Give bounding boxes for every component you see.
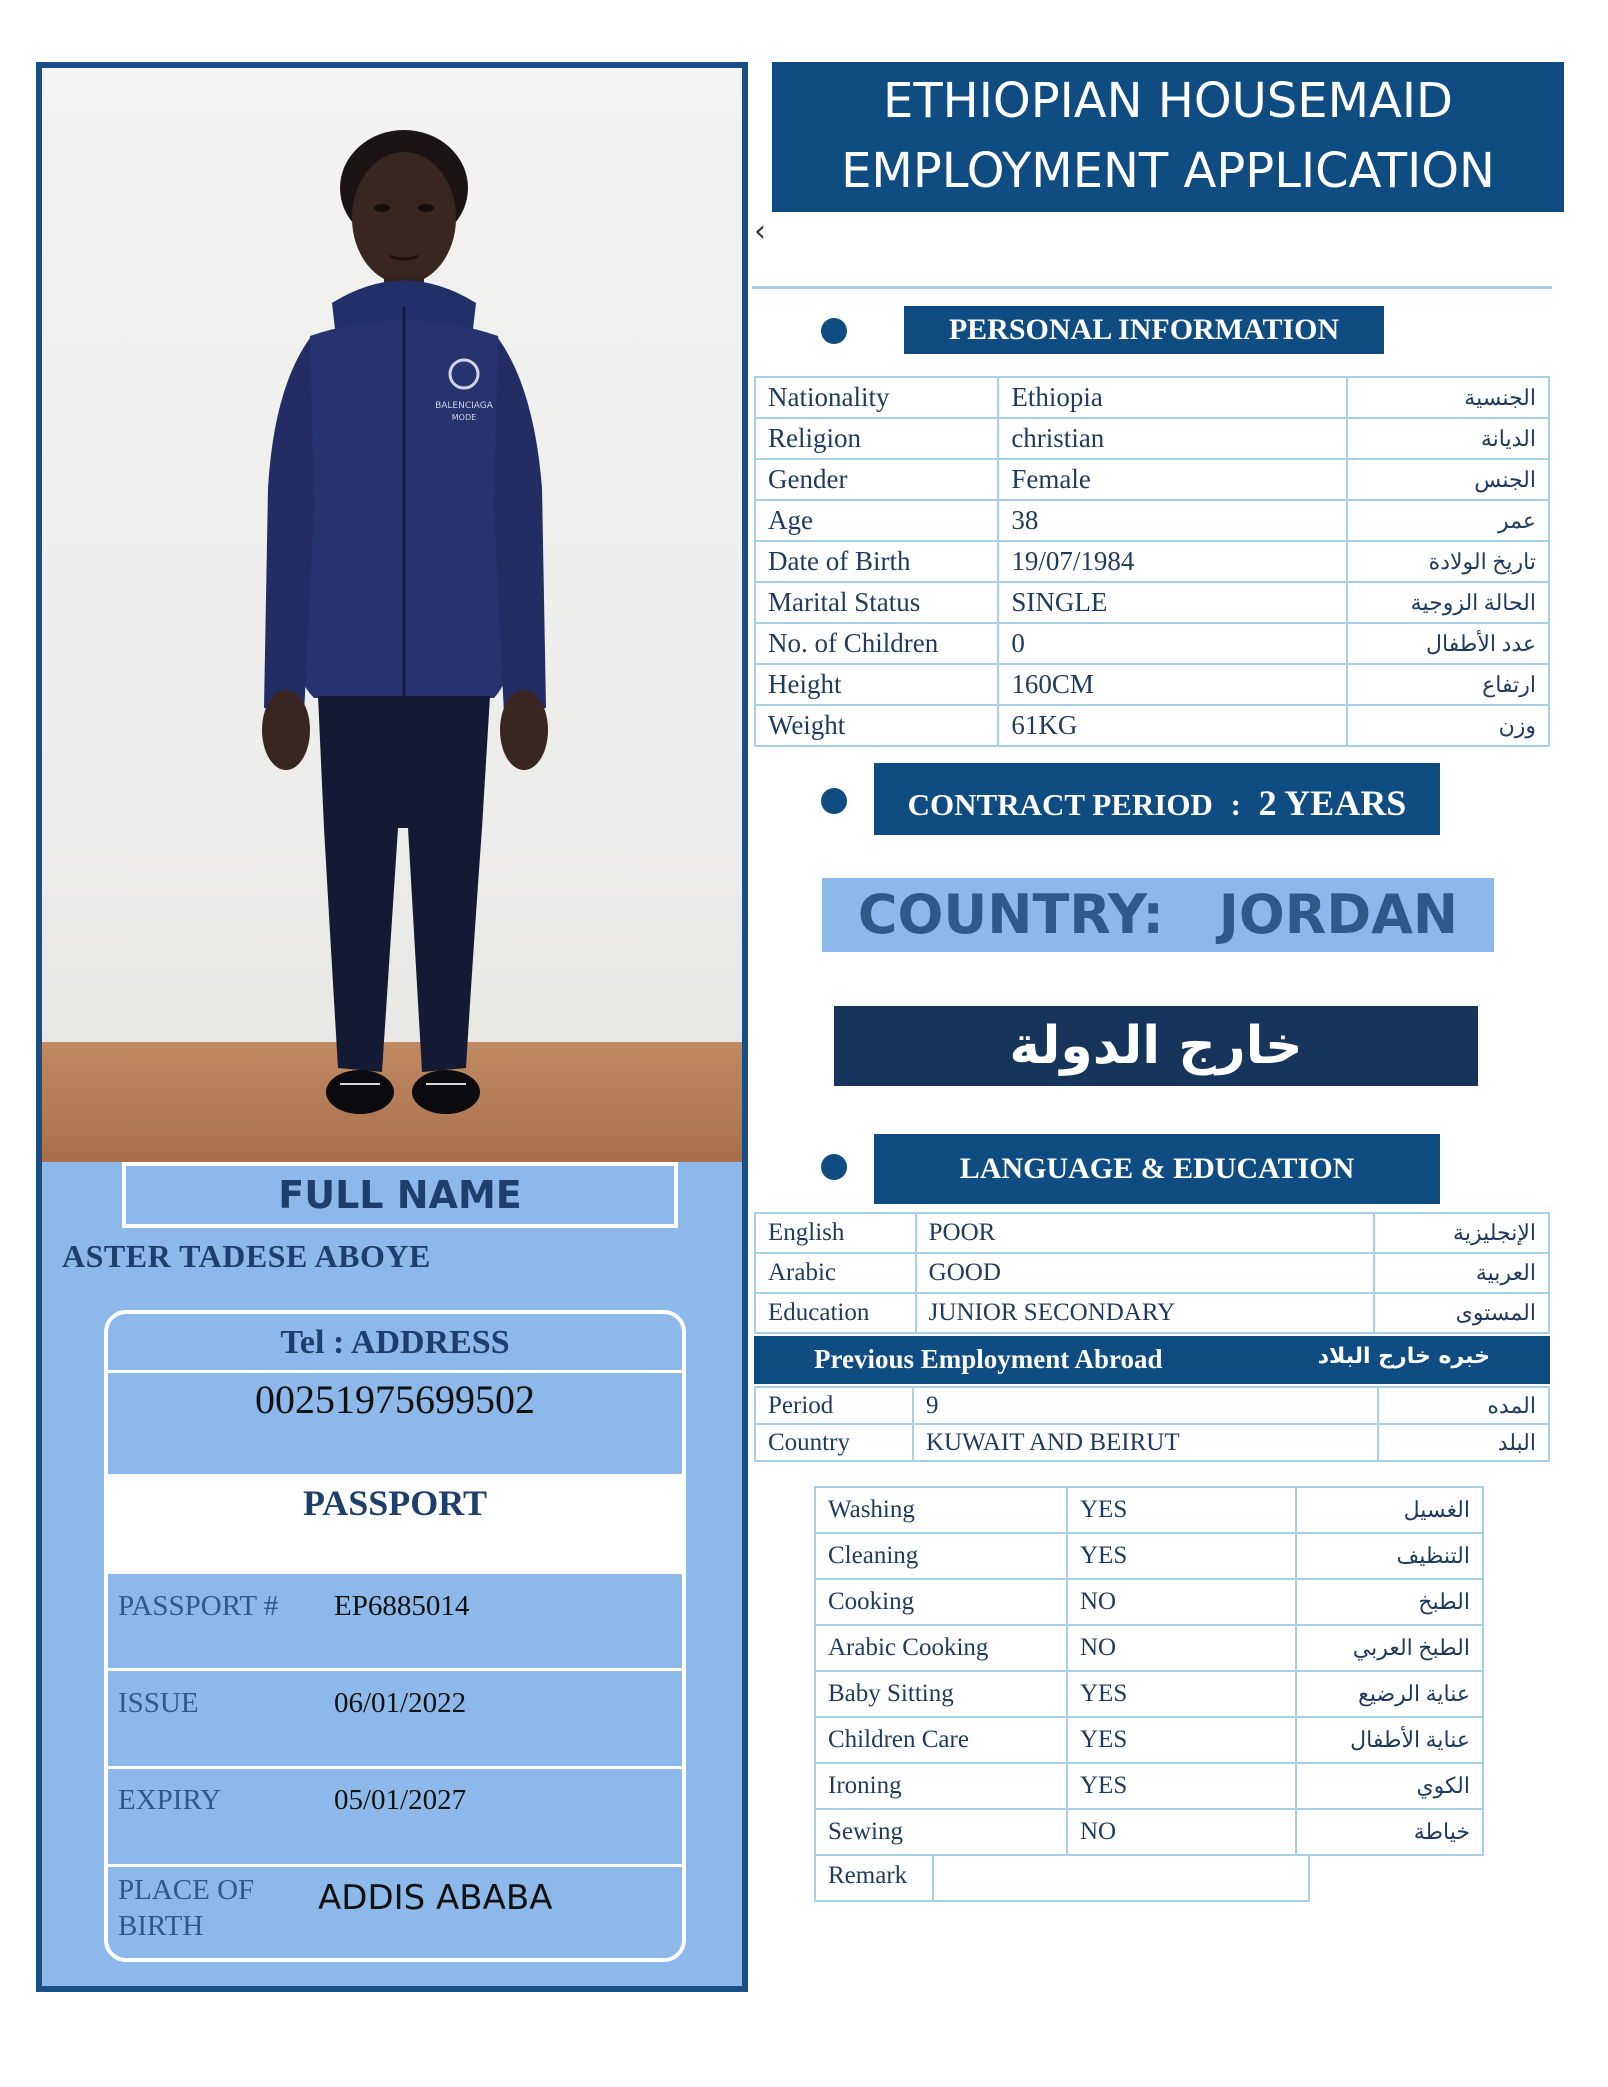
personal-info-heading: PERSONAL INFORMATION — [904, 306, 1384, 354]
tel-value: 00251975699502 — [255, 1377, 535, 1422]
skill-row-label: Children Care — [815, 1717, 1067, 1763]
personal-row-arabic: عدد الأطفال — [1347, 623, 1549, 664]
place-of-birth-row — [108, 1874, 682, 1954]
personal-row-value: Ethiopia — [998, 377, 1346, 418]
personal-row-value: SINGLE — [998, 582, 1346, 623]
previous-row-value: 9 — [913, 1387, 1378, 1424]
skill-row-value: YES — [1067, 1671, 1296, 1717]
language-row-label: Education — [755, 1293, 916, 1333]
language-row-arabic: المستوى — [1374, 1293, 1549, 1333]
passport-number-value: EP6885014 — [334, 1590, 470, 1622]
personal-row-value: 19/07/1984 — [998, 541, 1346, 582]
skill-row-label: Baby Sitting — [815, 1671, 1067, 1717]
personal-row-arabic: الحالة الزوجية — [1347, 582, 1549, 623]
card-divider — [108, 1370, 682, 1373]
previous-employment-heading-ar: خبره خارج البلاد — [1317, 1344, 1490, 1369]
language-education-heading: LANGUAGE & EDUCATION — [874, 1134, 1440, 1204]
person-figure — [42, 68, 742, 1162]
personal-row — [755, 459, 1549, 500]
personal-row-value: Female — [998, 459, 1346, 500]
document-title — [772, 62, 1564, 212]
language-row — [755, 1293, 1549, 1333]
contract-period-value: 2 YEARS — [1258, 783, 1407, 823]
skill-row-arabic: عناية الرضيع — [1296, 1671, 1483, 1717]
skill-row — [815, 1579, 1483, 1625]
skill-row-arabic: التنظيف — [1296, 1533, 1483, 1579]
personal-row-arabic: عمر — [1347, 500, 1549, 541]
personal-row-arabic: الجنس — [1347, 459, 1549, 500]
skills-table — [814, 1486, 1484, 1856]
country-value: JORDAN — [1218, 883, 1459, 946]
skill-row-value: YES — [1067, 1763, 1296, 1809]
skill-row — [815, 1487, 1483, 1533]
language-row — [755, 1253, 1549, 1293]
language-row-value: JUNIOR SECONDARY — [916, 1293, 1374, 1333]
previous-row-label: Country — [755, 1424, 913, 1461]
personal-row-label: Gender — [755, 459, 998, 500]
previous-row — [755, 1424, 1549, 1461]
skill-row-arabic: الطبخ العربي — [1296, 1625, 1483, 1671]
personal-info-table — [754, 376, 1550, 747]
personal-row — [755, 377, 1549, 418]
personal-row-arabic: الديانة — [1347, 418, 1549, 459]
previous-employment-heading: Previous Employment Abroad — [814, 1344, 1163, 1374]
remark-label: Remark — [828, 1862, 908, 1889]
skill-row-arabic: الغسيل — [1296, 1487, 1483, 1533]
contract-period-separator: : — [1230, 787, 1241, 822]
personal-row-label: Weight — [755, 705, 998, 746]
skill-row-value: YES — [1067, 1533, 1296, 1579]
place-value: ADDIS ABABA — [318, 1878, 553, 1918]
personal-row-label: Age — [755, 500, 998, 541]
skill-row-arabic: الكوي — [1296, 1763, 1483, 1809]
section-divider — [752, 286, 1552, 289]
country-label: COUNTRY: — [857, 883, 1164, 946]
personal-row — [755, 418, 1549, 459]
personal-row-label: Religion — [755, 418, 998, 459]
skill-row — [815, 1533, 1483, 1579]
expiry-row — [108, 1784, 682, 1824]
stray-glyph: ‹ — [754, 214, 766, 249]
previous-row-value: KUWAIT AND BEIRUT — [913, 1424, 1378, 1461]
arabic-country-banner: خارج الدولة — [834, 1006, 1478, 1086]
personal-row-arabic: ارتفاع — [1347, 664, 1549, 705]
personal-row-label: Marital Status — [755, 582, 998, 623]
personal-row — [755, 500, 1549, 541]
personal-row-value: christian — [998, 418, 1346, 459]
language-table — [754, 1212, 1550, 1334]
full-name-label: FULL NAME — [122, 1162, 678, 1228]
skill-row — [815, 1717, 1483, 1763]
skill-row-arabic: عناية الأطفال — [1296, 1717, 1483, 1763]
personal-row — [755, 705, 1549, 746]
previous-row — [755, 1387, 1549, 1424]
skill-row — [815, 1809, 1483, 1855]
country-banner — [822, 878, 1494, 952]
title-line-2: EMPLOYMENT APPLICATION — [841, 143, 1495, 199]
skill-row-label: Washing — [815, 1487, 1067, 1533]
previous-employment-table — [754, 1386, 1550, 1462]
personal-row — [755, 664, 1549, 705]
passport-heading: PASSPORT — [302, 1483, 488, 1523]
skill-row-arabic: خياطة — [1296, 1809, 1483, 1855]
personal-row-value: 61KG — [998, 705, 1346, 746]
card-divider — [108, 1668, 682, 1671]
title-line-1: ETHIOPIAN HOUSEMAID — [883, 73, 1453, 129]
skill-row — [815, 1671, 1483, 1717]
bullet-icon — [821, 1154, 847, 1180]
personal-row — [755, 623, 1549, 664]
skill-row-label: Ironing — [815, 1763, 1067, 1809]
personal-row-arabic: تاريخ الولادة — [1347, 541, 1549, 582]
jacket-logo-subtext: MODE — [451, 413, 477, 422]
skill-row-value: YES — [1067, 1717, 1296, 1763]
personal-row — [755, 582, 1549, 623]
passport-number-row — [108, 1590, 682, 1630]
full-name-value: ASTER TADESE ABOYE — [62, 1238, 431, 1274]
skill-row — [815, 1763, 1483, 1809]
language-row-arabic: العربية — [1374, 1253, 1549, 1293]
expiry-label: EXPIRY — [118, 1784, 222, 1816]
skill-row-label: Cleaning — [815, 1533, 1067, 1579]
jacket-logo-text: BALENCIAGA — [435, 401, 493, 411]
previous-employment-band — [754, 1336, 1550, 1384]
personal-row-value: 38 — [998, 500, 1346, 541]
skill-row-value: NO — [1067, 1809, 1296, 1855]
contact-passport-card — [104, 1310, 686, 1962]
previous-row-label: Period — [755, 1387, 913, 1424]
personal-row-label: Date of Birth — [755, 541, 998, 582]
language-row-label: English — [755, 1213, 916, 1253]
language-row-value: POOR — [916, 1213, 1374, 1253]
skill-row-arabic: الطبخ — [1296, 1579, 1483, 1625]
remark-divider — [932, 1856, 934, 1900]
personal-row-arabic: الجنسية — [1347, 377, 1549, 418]
personal-row-value: 160CM — [998, 664, 1346, 705]
contract-period-label: CONTRACT PERIOD — [907, 787, 1213, 822]
personal-row-label: Height — [755, 664, 998, 705]
place-label-line1: PLACE OF — [118, 1874, 255, 1906]
issue-value: 06/01/2022 — [334, 1687, 467, 1719]
skill-row-value: NO — [1067, 1579, 1296, 1625]
issue-row — [108, 1687, 682, 1727]
tel-address-label: Tel : ADDRESS — [280, 1324, 510, 1361]
skill-row-label: Cooking — [815, 1579, 1067, 1625]
skill-row-value: NO — [1067, 1625, 1296, 1671]
personal-row-label: Nationality — [755, 377, 998, 418]
applicant-photo — [42, 68, 742, 1162]
personal-row-arabic: وزن — [1347, 705, 1549, 746]
personal-row-label: No. of Children — [755, 623, 998, 664]
remark-row — [814, 1856, 1310, 1902]
card-divider — [108, 1766, 682, 1769]
bullet-icon — [821, 788, 847, 814]
personal-row-value: 0 — [998, 623, 1346, 664]
language-row — [755, 1213, 1549, 1253]
language-row-value: GOOD — [916, 1253, 1374, 1293]
skill-row-value: YES — [1067, 1487, 1296, 1533]
issue-label: ISSUE — [118, 1687, 199, 1719]
personal-row — [755, 541, 1549, 582]
place-label-line2: BIRTH — [118, 1910, 204, 1942]
skill-row-label: Arabic Cooking — [815, 1625, 1067, 1671]
contract-period-heading — [874, 763, 1440, 835]
previous-row-arabic: البلد — [1378, 1424, 1549, 1461]
bullet-icon — [821, 318, 847, 344]
skill-row — [815, 1625, 1483, 1671]
card-divider — [108, 1864, 682, 1867]
previous-row-arabic: المده — [1378, 1387, 1549, 1424]
language-row-arabic: الإنجليزية — [1374, 1213, 1549, 1253]
skill-row-label: Sewing — [815, 1809, 1067, 1855]
language-row-label: Arabic — [755, 1253, 916, 1293]
passport-number-label: PASSPORT # — [118, 1590, 279, 1622]
expiry-value: 05/01/2027 — [334, 1784, 467, 1816]
